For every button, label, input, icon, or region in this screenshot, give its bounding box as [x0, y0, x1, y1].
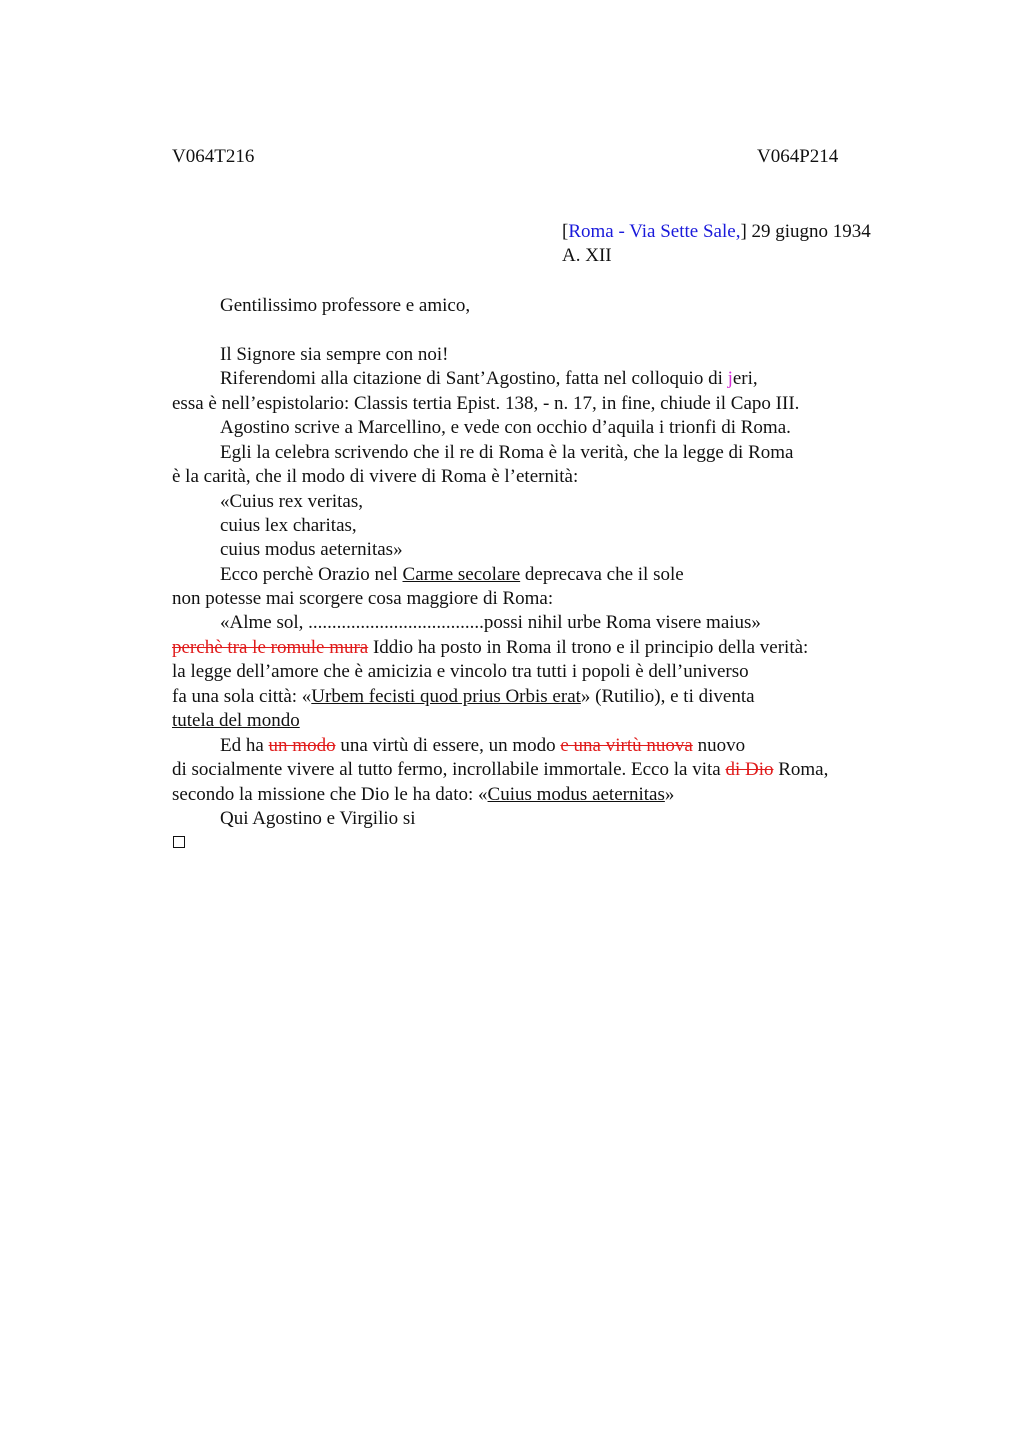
- dateline: [562, 221, 871, 243]
- letter-line-14: la legge dell’amore che è amicizia e vincolo tra tutti i popoli è dell’universo: [172, 661, 749, 682]
- letter-line-6: è la carità, che il modo di vivere di Roma è l’eternità:: [172, 466, 579, 487]
- dateline-date: 29 giugno 1934: [746, 221, 871, 242]
- letter-line-10-start: Ecco perchè Orazio nel: [220, 564, 403, 585]
- deleted-text-virtu-nuova: e una virtù nuova: [560, 735, 693, 756]
- letter-line-17-mid: una virtù di essere, un modo: [335, 735, 561, 756]
- deleted-text-un-modo: un modo: [268, 735, 336, 756]
- dateline-bracket-open: [: [562, 221, 569, 242]
- letter-line-15: [172, 685, 755, 709]
- letter-line-2-end: eri,: [732, 368, 758, 389]
- dateline-bracket-close: ]: [740, 221, 747, 242]
- letter-line-2-text: Riferendomi alla citazione di Sant’Agostino, fatta nel colloquio di: [220, 368, 728, 389]
- letter-line-17: [220, 734, 745, 758]
- letter-line-2: [220, 367, 758, 391]
- checkbox-square-icon: [173, 836, 185, 848]
- letter-line-5: Egli la celebra scrivendo che il re di Roma è la verità, che la legge di Roma: [220, 442, 794, 463]
- dateline-year: A. XII: [562, 245, 612, 266]
- quote-line-1: «Cuius rex veritas,: [220, 491, 364, 512]
- letter-line-13-end: Iddio ha posto in Roma il trono e il principio della verità:: [368, 637, 809, 658]
- underlined-tutela-del-mondo: tutela del mondo: [172, 710, 300, 731]
- inserted-letter: j: [727, 368, 733, 389]
- letter-line-17-start: Ed ha: [220, 735, 269, 756]
- header-right-code: V064P214: [757, 146, 839, 167]
- underlined-cuius-modus: Cuius modus aeternitas: [487, 784, 665, 805]
- underlined-carme-secolare: Carme secolare: [402, 564, 521, 585]
- dateline-place: Roma - Via Sette Sale,: [568, 221, 741, 242]
- letter-line-11: non potesse mai scorgere cosa maggiore di Roma:: [172, 588, 554, 609]
- letter-line-4: Agostino scrive a Marcellino, e vede con occhio d’aquila i trionfi di Roma.: [220, 417, 791, 438]
- letter-line-19: [172, 783, 674, 807]
- header-left-code: V064T216: [172, 146, 255, 167]
- letter-line-15-end: » (Rutilio), e ti diventa: [580, 686, 755, 707]
- salutation: Gentilissimo professore e amico,: [220, 295, 471, 316]
- quote-line-2: cuius lex charitas,: [220, 515, 357, 536]
- letter-line-3: essa è nell’espistolario: Classis tertia Epist. 138, - n. 17, in fine, chiude il Capo III.: [172, 393, 800, 414]
- deleted-text-di-dio: di Dio: [725, 759, 774, 780]
- letter-line-10: [220, 563, 684, 587]
- letter-line-12: «Alme sol, .....................................possi nihil urbe Roma visere maius»: [220, 612, 761, 633]
- letter-line-13: [172, 636, 808, 660]
- letter-line-15-start: fa una sola città: «: [172, 686, 312, 707]
- letter-line-1: Il Signore sia sempre con noi!: [220, 344, 449, 365]
- letter-line-20: Qui Agostino e Virgilio si: [220, 808, 416, 829]
- underlined-urbem-quote: Urbem fecisti quod prius Orbis erat: [311, 686, 581, 707]
- letter-line-18: [172, 758, 828, 782]
- letter-line-10-end: deprecava che il sole: [520, 564, 684, 585]
- letter-line-19-start: secondo la missione che Dio le ha dato: «: [172, 784, 488, 805]
- letter-line-18-start: di socialmente vivere al tutto fermo, incrollabile immortale. Ecco la vita: [172, 759, 726, 780]
- deleted-text-romule-mura: perchè tra le romule mura: [172, 637, 369, 658]
- letter-line-19-end: »: [664, 784, 675, 805]
- letter-line-18-end: Roma,: [773, 759, 829, 780]
- quote-line-3: cuius modus aeternitas»: [220, 539, 403, 560]
- letter-line-17-end: nuovo: [692, 735, 746, 756]
